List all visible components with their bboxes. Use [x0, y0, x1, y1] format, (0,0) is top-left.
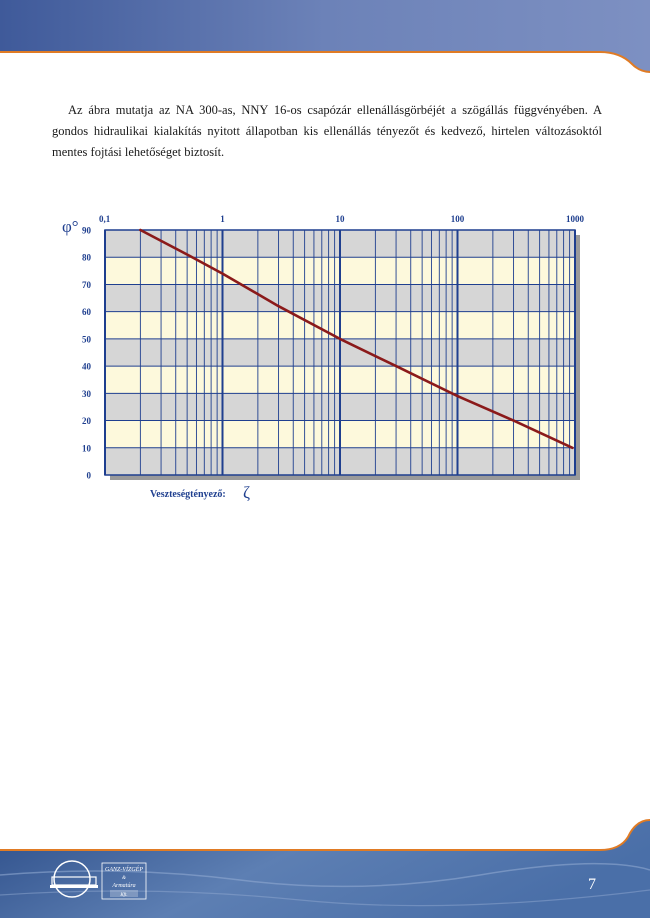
- page-number: 7: [588, 876, 596, 893]
- x-tick-label: 10: [335, 214, 345, 224]
- x-tick-label: 100: [450, 214, 465, 224]
- y-axis-label: φ°: [62, 217, 79, 236]
- header-band: [0, 0, 650, 75]
- intro-paragraph: Az ábra mutatja az NA 300-as, NNY 16-os csapózár ellenállásgörbéjét a szögállás függvényében. A gondos hidraulikai kialakítás nyitott állapotban kis ellenállás tényezőt és kedvező, hirtelen változásoktól mentes fojtási lehetőséget biztosít.: [52, 103, 602, 159]
- logo-line3: Armatúra: [112, 883, 136, 889]
- x-tick-label: 1: [220, 214, 225, 224]
- x-tick-label: 0,1: [99, 214, 111, 224]
- resistance-chart: [50, 205, 610, 515]
- chart-x-tick-labels: [99, 214, 585, 224]
- y-tick-label: 50: [82, 334, 91, 345]
- y-tick-label: 80: [82, 252, 91, 263]
- y-tick-label: 40: [82, 361, 91, 372]
- x-axis-label: Veszteségtényező:: [150, 489, 226, 500]
- logo-line1: GANZ-VÍZGÉP: [105, 867, 143, 873]
- y-tick-label: 0: [86, 470, 91, 481]
- x-axis-symbol: ζ: [243, 483, 251, 502]
- company-logo: [48, 855, 158, 903]
- y-tick-label: 70: [82, 279, 91, 290]
- y-tick-label: 60: [82, 307, 91, 318]
- y-tick-label: 20: [82, 416, 91, 427]
- x-tick-label: 1000: [566, 214, 584, 224]
- logo-line4: Kft.: [120, 893, 128, 898]
- logo-line2: &: [122, 876, 126, 881]
- y-tick-label: 30: [82, 388, 91, 399]
- chart-y-tick-labels: [82, 226, 92, 481]
- y-tick-label: 10: [82, 443, 91, 454]
- y-tick-label: 90: [82, 225, 91, 236]
